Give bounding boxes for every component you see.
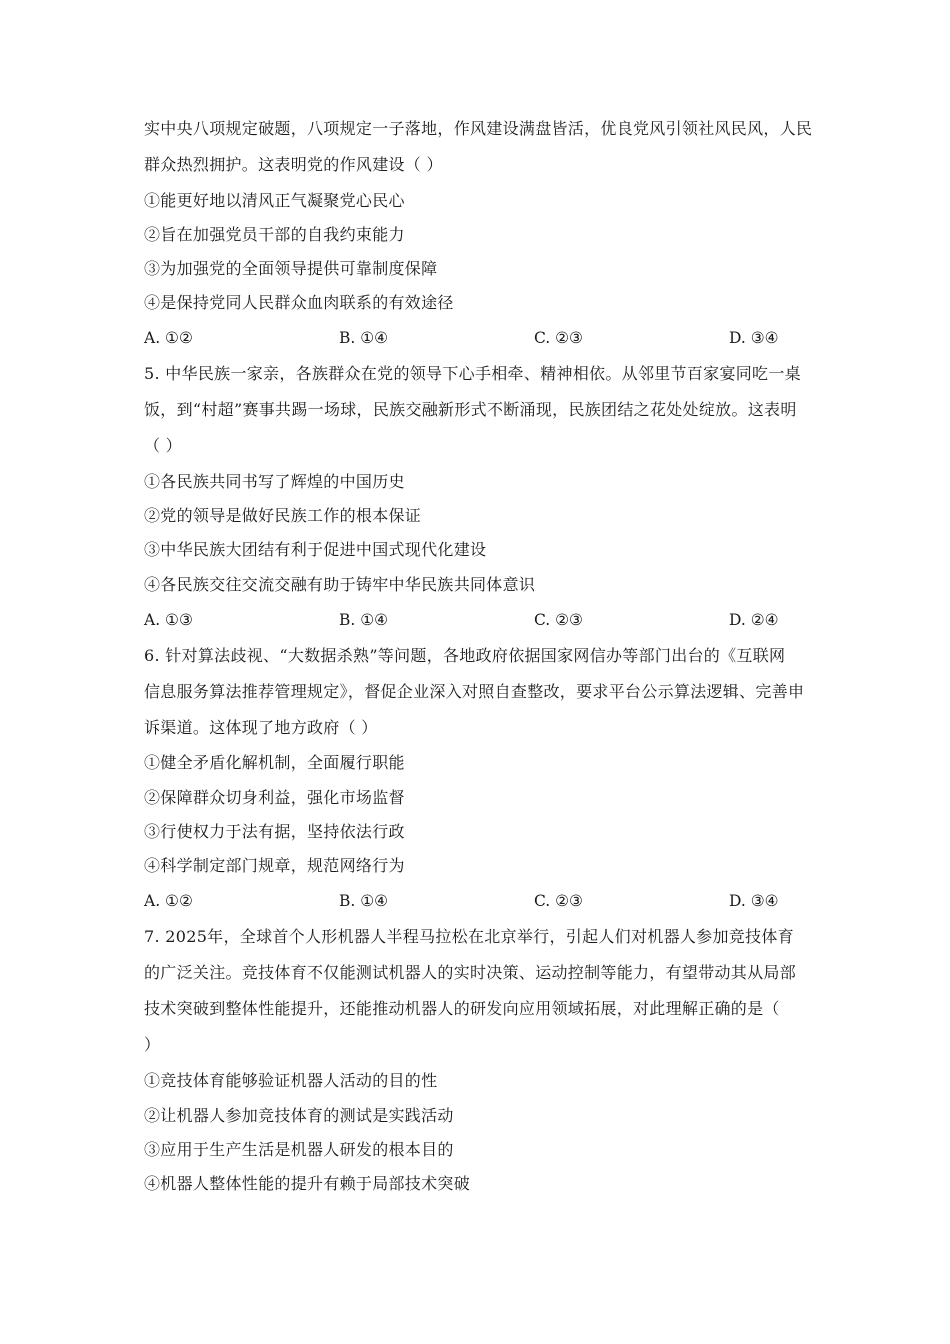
q4-option-d: D. ③④ — [729, 329, 779, 347]
q5-option-b: B. ①④ — [339, 611, 389, 629]
q7-stem-line-1: 7. 2025年，全球首个人形机器人半程马拉松在北京举行，引起人们对机器人参加竞技体育 — [144, 927, 794, 946]
q4-option-b: B. ①④ — [339, 329, 389, 347]
q5-option-d: D. ②④ — [729, 611, 779, 629]
q5-option-a: A. ①③ — [144, 611, 193, 629]
q5-statement-3: ③中华民族大团结有利于促进中国式现代化建设 — [144, 540, 487, 559]
q5-option-c: C. ②③ — [534, 611, 583, 629]
q4-option-c: C. ②③ — [534, 329, 583, 347]
q4-statement-2: ②旨在加强党员干部的自我约束能力 — [144, 225, 405, 244]
q5-stem-line-3: （ ） — [144, 436, 182, 455]
q7-statement-3: ③应用于生产生活是机器人研发的根本目的 — [144, 1140, 454, 1159]
q4-statement-1: ①能更好地以清风正气凝聚党心民心 — [144, 191, 405, 210]
q7-statement-1: ①竞技体育能够验证机器人活动的目的性 — [144, 1071, 438, 1090]
q5-stem-line-1: 5. 中华民族一家亲，各族群众在党的领导下心手相牵、精神相依。从邻里节百家宴同吃一桌 — [144, 364, 801, 383]
q5-options — [144, 610, 824, 630]
q5-statement-1: ①各民族共同书写了辉煌的中国历史 — [144, 472, 405, 491]
q7-statement-2: ②让机器人参加竞技体育的测试是实践活动 — [144, 1106, 454, 1125]
q6-option-b: B. ①④ — [339, 892, 389, 910]
q7-statement-4: ④机器人整体性能的提升有赖于局部技术突破 — [144, 1174, 471, 1193]
q6-statement-4: ④科学制定部门规章，规范网络行为 — [144, 856, 405, 875]
q7-stem-line-3: 技术突破到整体性能提升，还能推动机器人的研发向应用领域拓展，对此理解正确的是（ — [144, 999, 780, 1018]
q5-stem-line-2: 饭，到“村超”赛事共踢一场球，民族交融新形式不断涌现，民族团结之花处处绽放。这表明 — [144, 400, 797, 419]
q6-statement-1: ①健全矛盾化解机制，全面履行职能 — [144, 753, 405, 772]
q6-option-c: C. ②③ — [534, 892, 583, 910]
q6-stem-line-3: 诉渠道。这体现了地方政府（ ） — [144, 718, 378, 737]
q5-statement-4: ④各民族交往交流交融有助于铸牢中华民族共同体意识 — [144, 575, 536, 594]
q4-options — [144, 328, 824, 348]
q6-option-d: D. ③④ — [729, 892, 779, 910]
q4-stem-line-2: 群众热烈拥护。这表明党的作风建设（ ） — [144, 155, 443, 174]
q6-options — [144, 891, 824, 911]
q7-stem-line-2: 的广泛关注。竞技体育不仅能测试机器人的实时决策、运动控制等能力，有望带动其从局部 — [144, 963, 797, 982]
q4-stem-line-1: 实中央八项规定破题，八项规定一子落地，作风建设满盘皆活，优良党风引领社风民风，人民 — [144, 119, 813, 138]
q6-stem-line-1: 6. 针对算法歧视、“大数据杀熟”等问题，各地政府依据国家网信办等部门出台的《互联网 — [144, 646, 786, 665]
q6-stem-line-2: 信息服务算法推荐管理规定》，督促企业深入对照自查整改，要求平台公示算法逻辑、完善申 — [144, 682, 805, 701]
q6-statement-2: ②保障群众切身利益，强化市场监督 — [144, 788, 405, 807]
q6-option-a: A. ①② — [144, 892, 193, 910]
q4-option-a: A. ①② — [144, 329, 193, 347]
q6-statement-3: ③行使权力于法有据，坚持依法行政 — [144, 822, 405, 841]
q7-stem-line-4: ） — [144, 1035, 161, 1054]
q4-statement-3: ③为加强党的全面领导提供可靠制度保障 — [144, 259, 438, 278]
q5-statement-2: ②党的领导是做好民族工作的根本保证 — [144, 506, 422, 525]
q4-statement-4: ④是保持党同人民群众血肉联系的有效途径 — [144, 293, 454, 312]
